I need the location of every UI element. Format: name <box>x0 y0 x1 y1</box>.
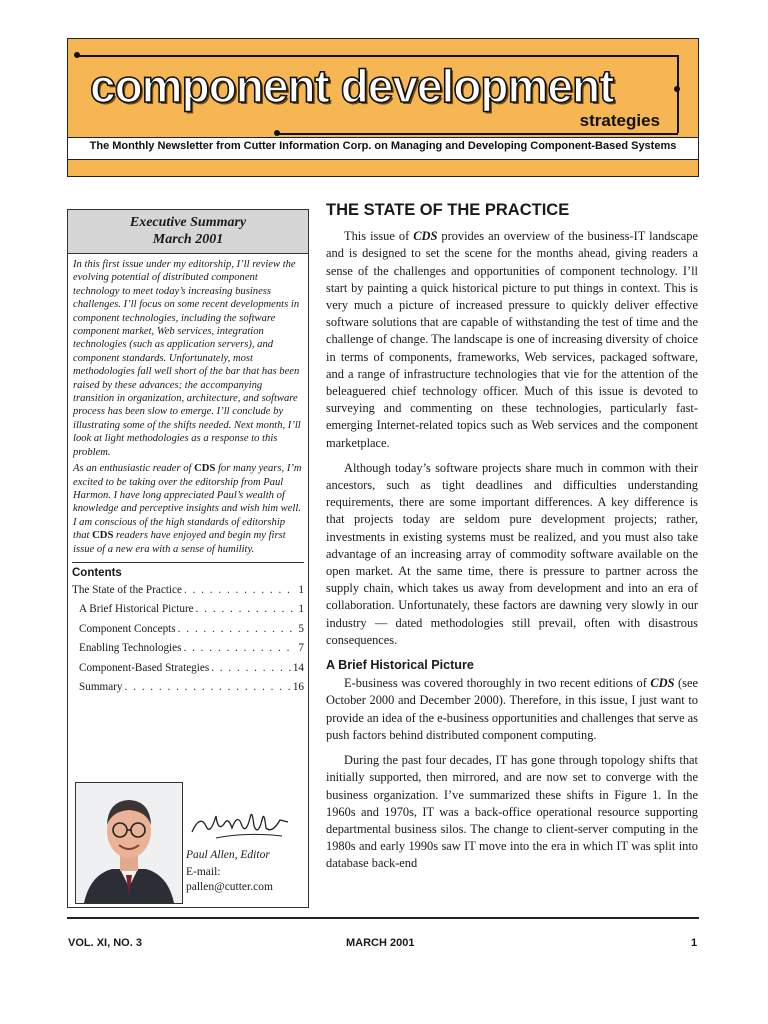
editor-portrait-illustration <box>76 783 182 903</box>
masthead-rule-vertical <box>677 55 679 133</box>
toc-leader <box>211 662 291 674</box>
toc-page: 1 <box>298 603 304 616</box>
masthead-rule-bottom <box>278 133 678 135</box>
masthead <box>67 38 699 138</box>
article-paragraph <box>326 228 698 452</box>
toc-label: Component Concepts <box>79 622 176 635</box>
article-heading: THE STATE OF THE PRACTICE <box>326 201 570 219</box>
article-text: E-business was covered thoroughly in two recent editions of <box>344 676 651 691</box>
toc-leader <box>184 584 296 596</box>
toc-page: 5 <box>298 622 304 635</box>
toc-leader <box>196 603 297 615</box>
editor-credit <box>186 848 304 895</box>
masthead-tagline: The Monthly Newsletter from Cutter Information Corp. on Managing and Developing Component-Based Systems <box>89 140 677 152</box>
footer-volume: VOL. XI, NO. 3 <box>68 937 142 949</box>
article-subheading: A Brief Historical Picture <box>326 658 474 673</box>
toc-entry[interactable] <box>72 603 304 623</box>
summary-text: for many years, I’m excited to be taking over the editorship from Paul Harmon. I have long appreciated Paul’s wealth of knowledge and perceptive insights and wish him well. I am conscious of the high standards of editorship that <box>73 463 302 542</box>
masthead-dot <box>74 52 80 58</box>
summary-paragraph <box>73 462 303 556</box>
summary-text: As an enthusiastic reader of <box>73 463 195 475</box>
summary-text: readers have enjoyed and begin my first issue of a new era with a sense of humility. <box>73 530 286 555</box>
toc-label: A Brief Historical Picture <box>79 603 194 616</box>
article-text: (see October 2000 and December 2000). Therefore, in this issue, I just want to provide an idea of the e-business opportunities and challenges that serve as push factors behind distributed component computing. <box>326 676 698 742</box>
summary-paragraph: In this first issue under my editorship, I’ll review the evolving potential of distributed component technology to meet today’s increasing business challenges. I’ll focus on some recent developments in component technologies, including the software component market, Web services, integration technologies (such as application servers), and component standards. Unfortunately, most methodologies fall well short of the bar that has been raised by these advances; the accompanying transition in organization, architecture, and software process has been slow to emerge. I’ll conclude by illustrating some of the shifts needed. Next month, I’ll look at light methodologies as a response to this problem. <box>73 259 301 458</box>
executive-summary-title: Executive Summary <box>129 215 247 230</box>
executive-summary-body <box>68 254 308 556</box>
article-paragraph <box>326 675 698 744</box>
masthead-dot <box>274 130 280 136</box>
masthead-title: component development <box>90 60 614 112</box>
contents-title: Contents <box>72 566 122 579</box>
email-label: E-mail: <box>186 866 221 878</box>
tagline-band <box>67 138 699 159</box>
cds-abbrev: CDS <box>650 676 675 691</box>
toc-label: The State of the Practice <box>72 583 182 596</box>
masthead-strip <box>67 159 699 177</box>
toc-leader <box>183 642 296 654</box>
article-paragraph: During the past four decades, IT has gone through topology shifts that initially supported, then mirrored, and are now set to converge with the business organization. I’ve summarized these shifts in Figure 1. In the 1960s and 1970s, IT was a back-office operational resource supporting departmental business silos. The change to client-server computing in the 1980s and early 1990s saw IT move into the era in which IT was split into database back-end <box>326 753 698 871</box>
toc-page: 7 <box>298 642 304 655</box>
toc-entry[interactable] <box>72 642 304 662</box>
editor-photo <box>75 782 183 904</box>
toc-label: Component-Based Strategies <box>79 661 210 674</box>
article-text: provides an overview of the business-IT landscape and is designed to set the scene for the months ahead, giving readers a sense of the challenges and opportunities of component technology. I’ll start by painting a quick historical picture to put things in context. This is very much a picture of increased pressure to quickly deliver effective software solutions that are capable of withstanding the test of time and the challenge of change. The landscape is one of increasing diversity of choice in terms of components, frameworks, Web services, packaged software, and a range of infrastructure technologies that vie for the attention of the beleaguered chief technology officer. Much of this issue is devoted to surveying and commenting on these technologies, particularly fast-emerging Internet-related topics such as Web services and the component marketplace. <box>326 229 698 450</box>
footer-page-number: 1 <box>691 937 698 949</box>
table-of-contents <box>72 562 304 701</box>
executive-summary-sidebar <box>67 209 309 908</box>
cds-abbrev: CDS <box>92 530 114 542</box>
article-paragraph: Although today’s software projects share much in common with their ancestors, such as tight deadlines and difficulties understanding requirements, there are some important differences. A key difference is that projects today are seldom pure development projects; rather, investments in existing systems must be realized, and you must also take advantage of an increasing array of commodity software available on the open market. At the same time, there is pressure to partner across the supply chain, which takes us away from development and into an era of collaboration. Unfortunately, these factors are dawning very slowly in our industry — dated methodologies still prevail, often with disastrous consequences. <box>326 460 698 647</box>
toc-label: Enabling Technologies <box>79 642 182 655</box>
article <box>326 202 698 881</box>
toc-page: 1 <box>298 583 304 596</box>
toc-leader <box>178 623 297 635</box>
toc-label: Summary <box>79 681 123 694</box>
toc-page: 16 <box>292 681 304 694</box>
toc-entry[interactable] <box>72 681 304 701</box>
cds-abbrev: CDS <box>194 463 216 475</box>
footer-date: MARCH 2001 <box>346 937 415 949</box>
executive-summary-date: March 2001 <box>152 232 224 247</box>
toc-entry[interactable] <box>72 662 304 682</box>
cds-abbrev: CDS <box>413 229 438 244</box>
article-text: This issue of <box>344 229 414 244</box>
toc-leader <box>125 681 291 693</box>
masthead-subtitle: strategies <box>579 111 660 130</box>
editor-signature <box>186 802 298 842</box>
toc-entry[interactable] <box>72 584 304 604</box>
masthead-rule-top <box>78 55 678 57</box>
editor-email-link[interactable]: pallen@cutter.com <box>186 881 273 893</box>
editor-name: Paul Allen, Editor <box>186 849 270 861</box>
footer-rule <box>67 917 699 919</box>
toc-page: 14 <box>292 661 304 674</box>
toc-entry[interactable] <box>72 623 304 643</box>
executive-summary-heading <box>68 210 308 254</box>
